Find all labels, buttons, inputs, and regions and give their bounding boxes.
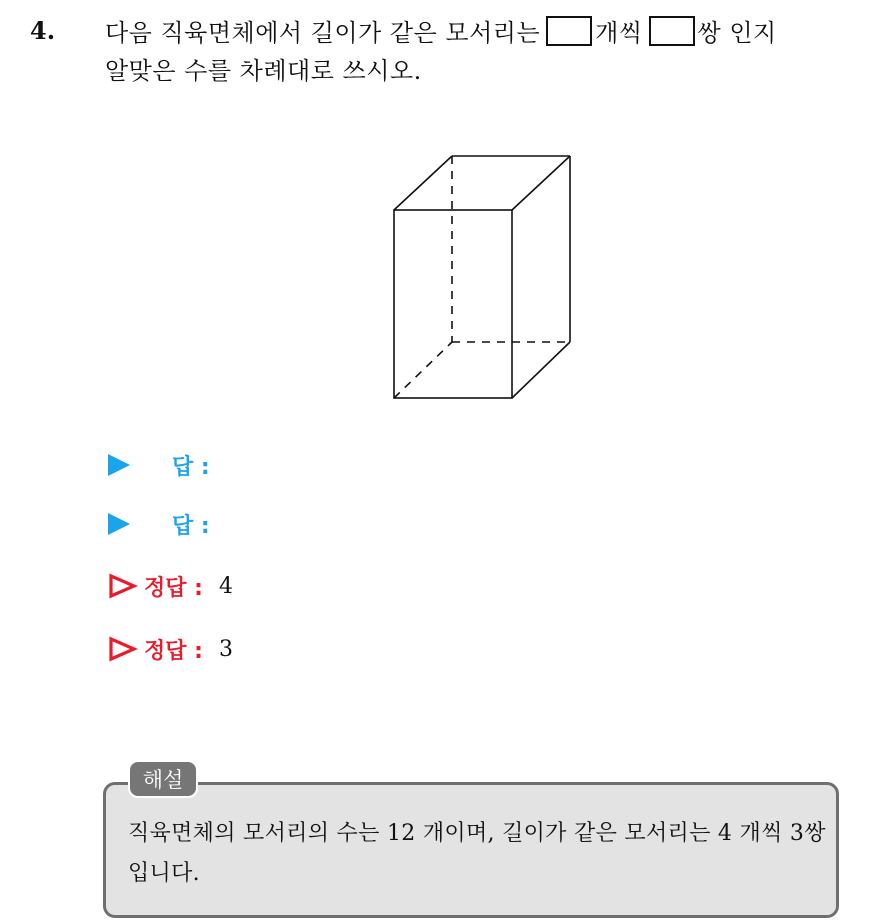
answer-label: 답 :: [172, 513, 210, 539]
correct-answer-label: 정답 :: [144, 575, 203, 601]
outline-triangle-right-icon: [108, 573, 138, 599]
question-number: 4.: [30, 16, 56, 45]
question-text-part2: 개씩: [595, 19, 643, 47]
cuboid-edge-bottom-right: [512, 342, 570, 398]
answer-row-2: [108, 509, 210, 539]
explanation-text: 직육면체의 모서리의 수는 12 개이며, 길이가 같은 모서리는 4 개씩 3쌍입니다.: [128, 821, 826, 886]
cuboid-hidden-edge-bottom-left: [394, 342, 452, 398]
cuboid-edge-top-right: [512, 156, 570, 210]
correct-answer-row-1: [108, 571, 233, 601]
answer-blank-box-2: [649, 16, 695, 46]
cuboid-diagram: [380, 140, 580, 410]
solid-triangle-right-icon: [108, 454, 130, 476]
explanation-tag: 해설: [128, 760, 198, 798]
cuboid-figure: [380, 140, 580, 414]
cuboid-edge-top-left: [394, 156, 452, 210]
answer-blank-box-1: [546, 16, 592, 46]
outline-triangle-right-icon: [108, 636, 138, 662]
question-text-part1: 다음 직육면체에서 길이가 같은 모서리는: [105, 19, 541, 47]
cuboid-front-face: [394, 210, 512, 398]
question-text-line2: 알맞은 수를 차례대로 쓰시오.: [105, 57, 422, 85]
correct-answer-value: 3: [218, 636, 233, 662]
correct-answer-row-2: [108, 634, 233, 664]
answer-label: 답 :: [172, 454, 210, 480]
solid-triangle-right-icon: [108, 513, 130, 535]
correct-answer-label: 정답 :: [144, 638, 203, 664]
correct-answer-value: 4: [218, 573, 233, 599]
question-text-part3: 쌍 인지: [697, 19, 777, 47]
answer-row-1: [108, 450, 210, 480]
question-text: [105, 14, 875, 90]
